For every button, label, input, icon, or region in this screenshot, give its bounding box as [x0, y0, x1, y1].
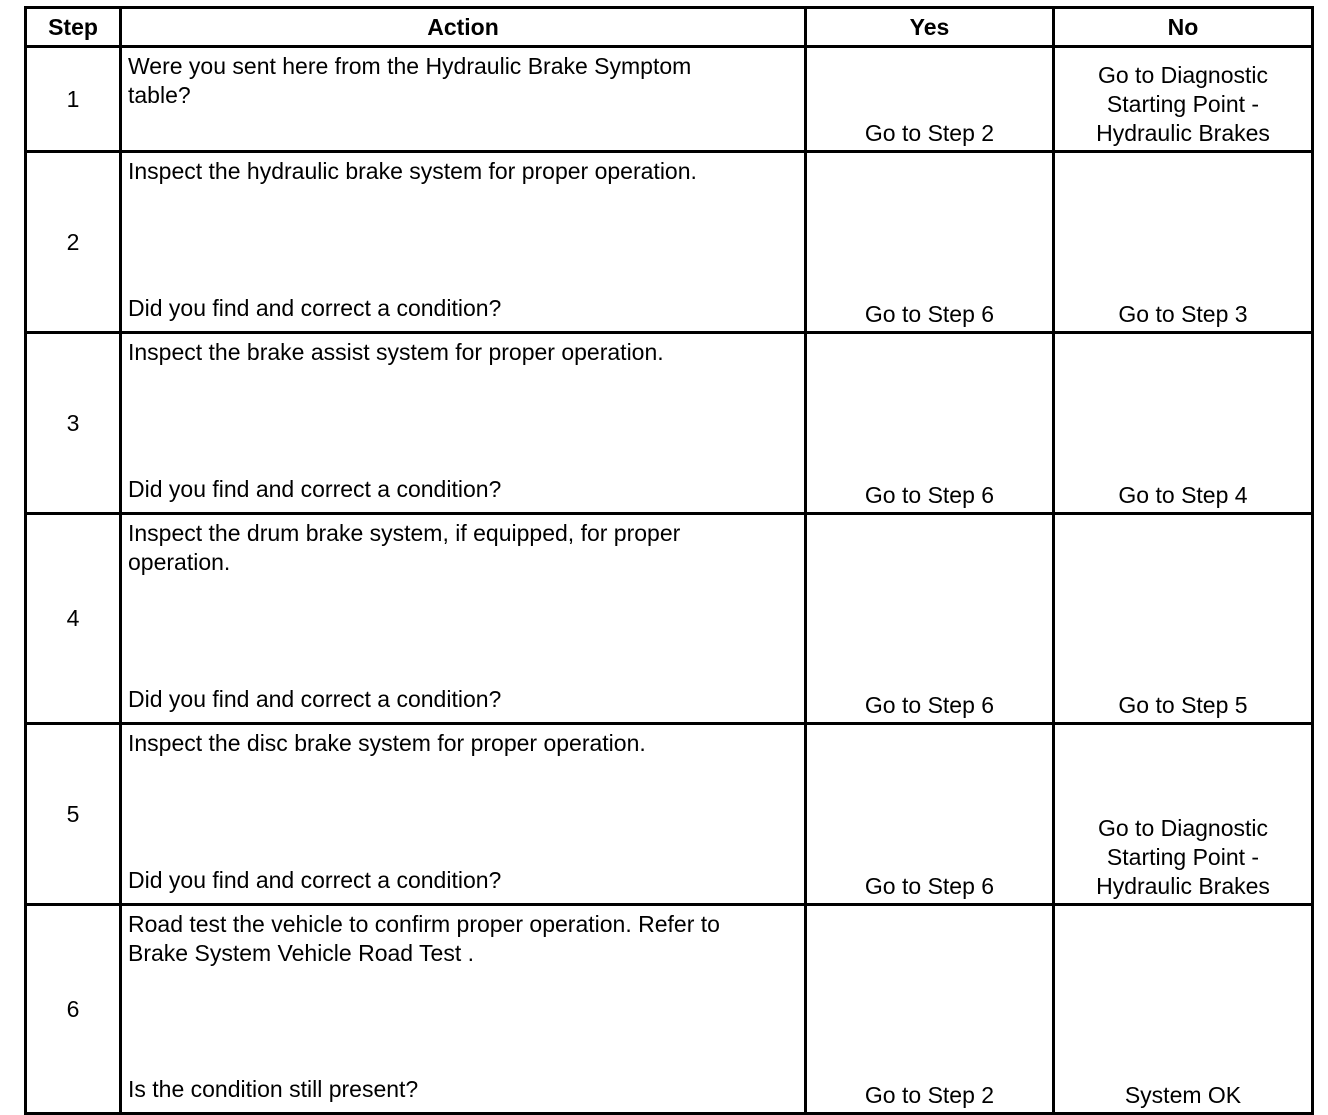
action-line: Were you sent here from the Hydraulic Brake Symptom: [128, 53, 692, 79]
table-row: [26, 905, 1313, 1114]
no-line: Go to Step 5: [1118, 692, 1248, 718]
header-yes: Yes: [806, 8, 1054, 47]
action-question: Is the condition still present?: [128, 1076, 419, 1102]
yes-cell: Go to Step 2: [806, 905, 1054, 1114]
action-line: table?: [128, 82, 191, 108]
no-cell: [1054, 724, 1313, 905]
action-cell: [121, 333, 806, 514]
action-question: Did you find and correct a condition?: [128, 867, 502, 893]
table-row: [26, 514, 1313, 724]
step-number: 3: [26, 333, 121, 514]
no-line: Starting Point -: [1106, 844, 1260, 870]
no-cell: [1054, 152, 1313, 333]
table-row: [26, 724, 1313, 905]
no-line: Go to Diagnostic: [1097, 815, 1269, 841]
action-cell: [121, 47, 806, 152]
yes-cell: Go to Step 6: [806, 514, 1054, 724]
no-line: Starting Point -: [1106, 91, 1260, 117]
action-question: Did you find and correct a condition?: [128, 476, 502, 502]
yes-cell: Go to Step 2: [806, 47, 1054, 152]
action-line: operation.: [128, 549, 231, 575]
no-line: Go to Step 4: [1118, 482, 1248, 508]
action-question: Did you find and correct a condition?: [128, 686, 502, 712]
action-text: [128, 910, 798, 968]
no-line: System OK: [1124, 1082, 1242, 1108]
yes-cell: Go to Step 6: [806, 152, 1054, 333]
no-line: Hydraulic Brakes: [1096, 873, 1270, 899]
step-number: 1: [26, 47, 121, 152]
no-cell: [1054, 333, 1313, 514]
no-cell: [1054, 47, 1313, 152]
no-line: Hydraulic Brakes: [1096, 120, 1270, 146]
table-row: [26, 333, 1313, 514]
table-row: [26, 152, 1313, 333]
action-question: Did you find and correct a condition?: [128, 295, 502, 321]
action-cell: [121, 724, 806, 905]
action-line: Inspect the disc brake system for proper operation.: [128, 730, 646, 756]
step-number: 5: [26, 724, 121, 905]
step-number: 6: [26, 905, 121, 1114]
diagnostic-table: [24, 6, 1314, 1115]
action-line: Inspect the drum brake system, if equipped, for proper: [128, 520, 681, 546]
action-text: [128, 157, 798, 186]
action-cell: [121, 514, 806, 724]
action-text: [128, 729, 798, 758]
action-text: [128, 519, 798, 577]
header-step: Step: [26, 8, 121, 47]
header-no: No: [1054, 8, 1313, 47]
action-text: [128, 338, 798, 367]
no-cell: [1054, 514, 1313, 724]
step-number: 4: [26, 514, 121, 724]
action-line: Road test the vehicle to confirm proper operation. Refer to: [128, 911, 720, 937]
no-line: Go to Step 3: [1118, 301, 1248, 327]
action-cell: [121, 905, 806, 1114]
action-line: Brake System Vehicle Road Test .: [128, 940, 475, 966]
action-cell: [121, 152, 806, 333]
header-action: Action: [121, 8, 806, 47]
action-line: Inspect the hydraulic brake system for proper operation.: [128, 158, 697, 184]
table-header-row: [26, 8, 1313, 47]
action-text: [128, 52, 798, 110]
no-line: Go to Diagnostic: [1097, 62, 1269, 88]
step-number: 2: [26, 152, 121, 333]
table-row: [26, 47, 1313, 152]
no-cell: [1054, 905, 1313, 1114]
yes-cell: Go to Step 6: [806, 333, 1054, 514]
action-line: Inspect the brake assist system for proper operation.: [128, 339, 664, 365]
diagnostic-table-container: [24, 6, 1314, 1115]
yes-cell: Go to Step 6: [806, 724, 1054, 905]
